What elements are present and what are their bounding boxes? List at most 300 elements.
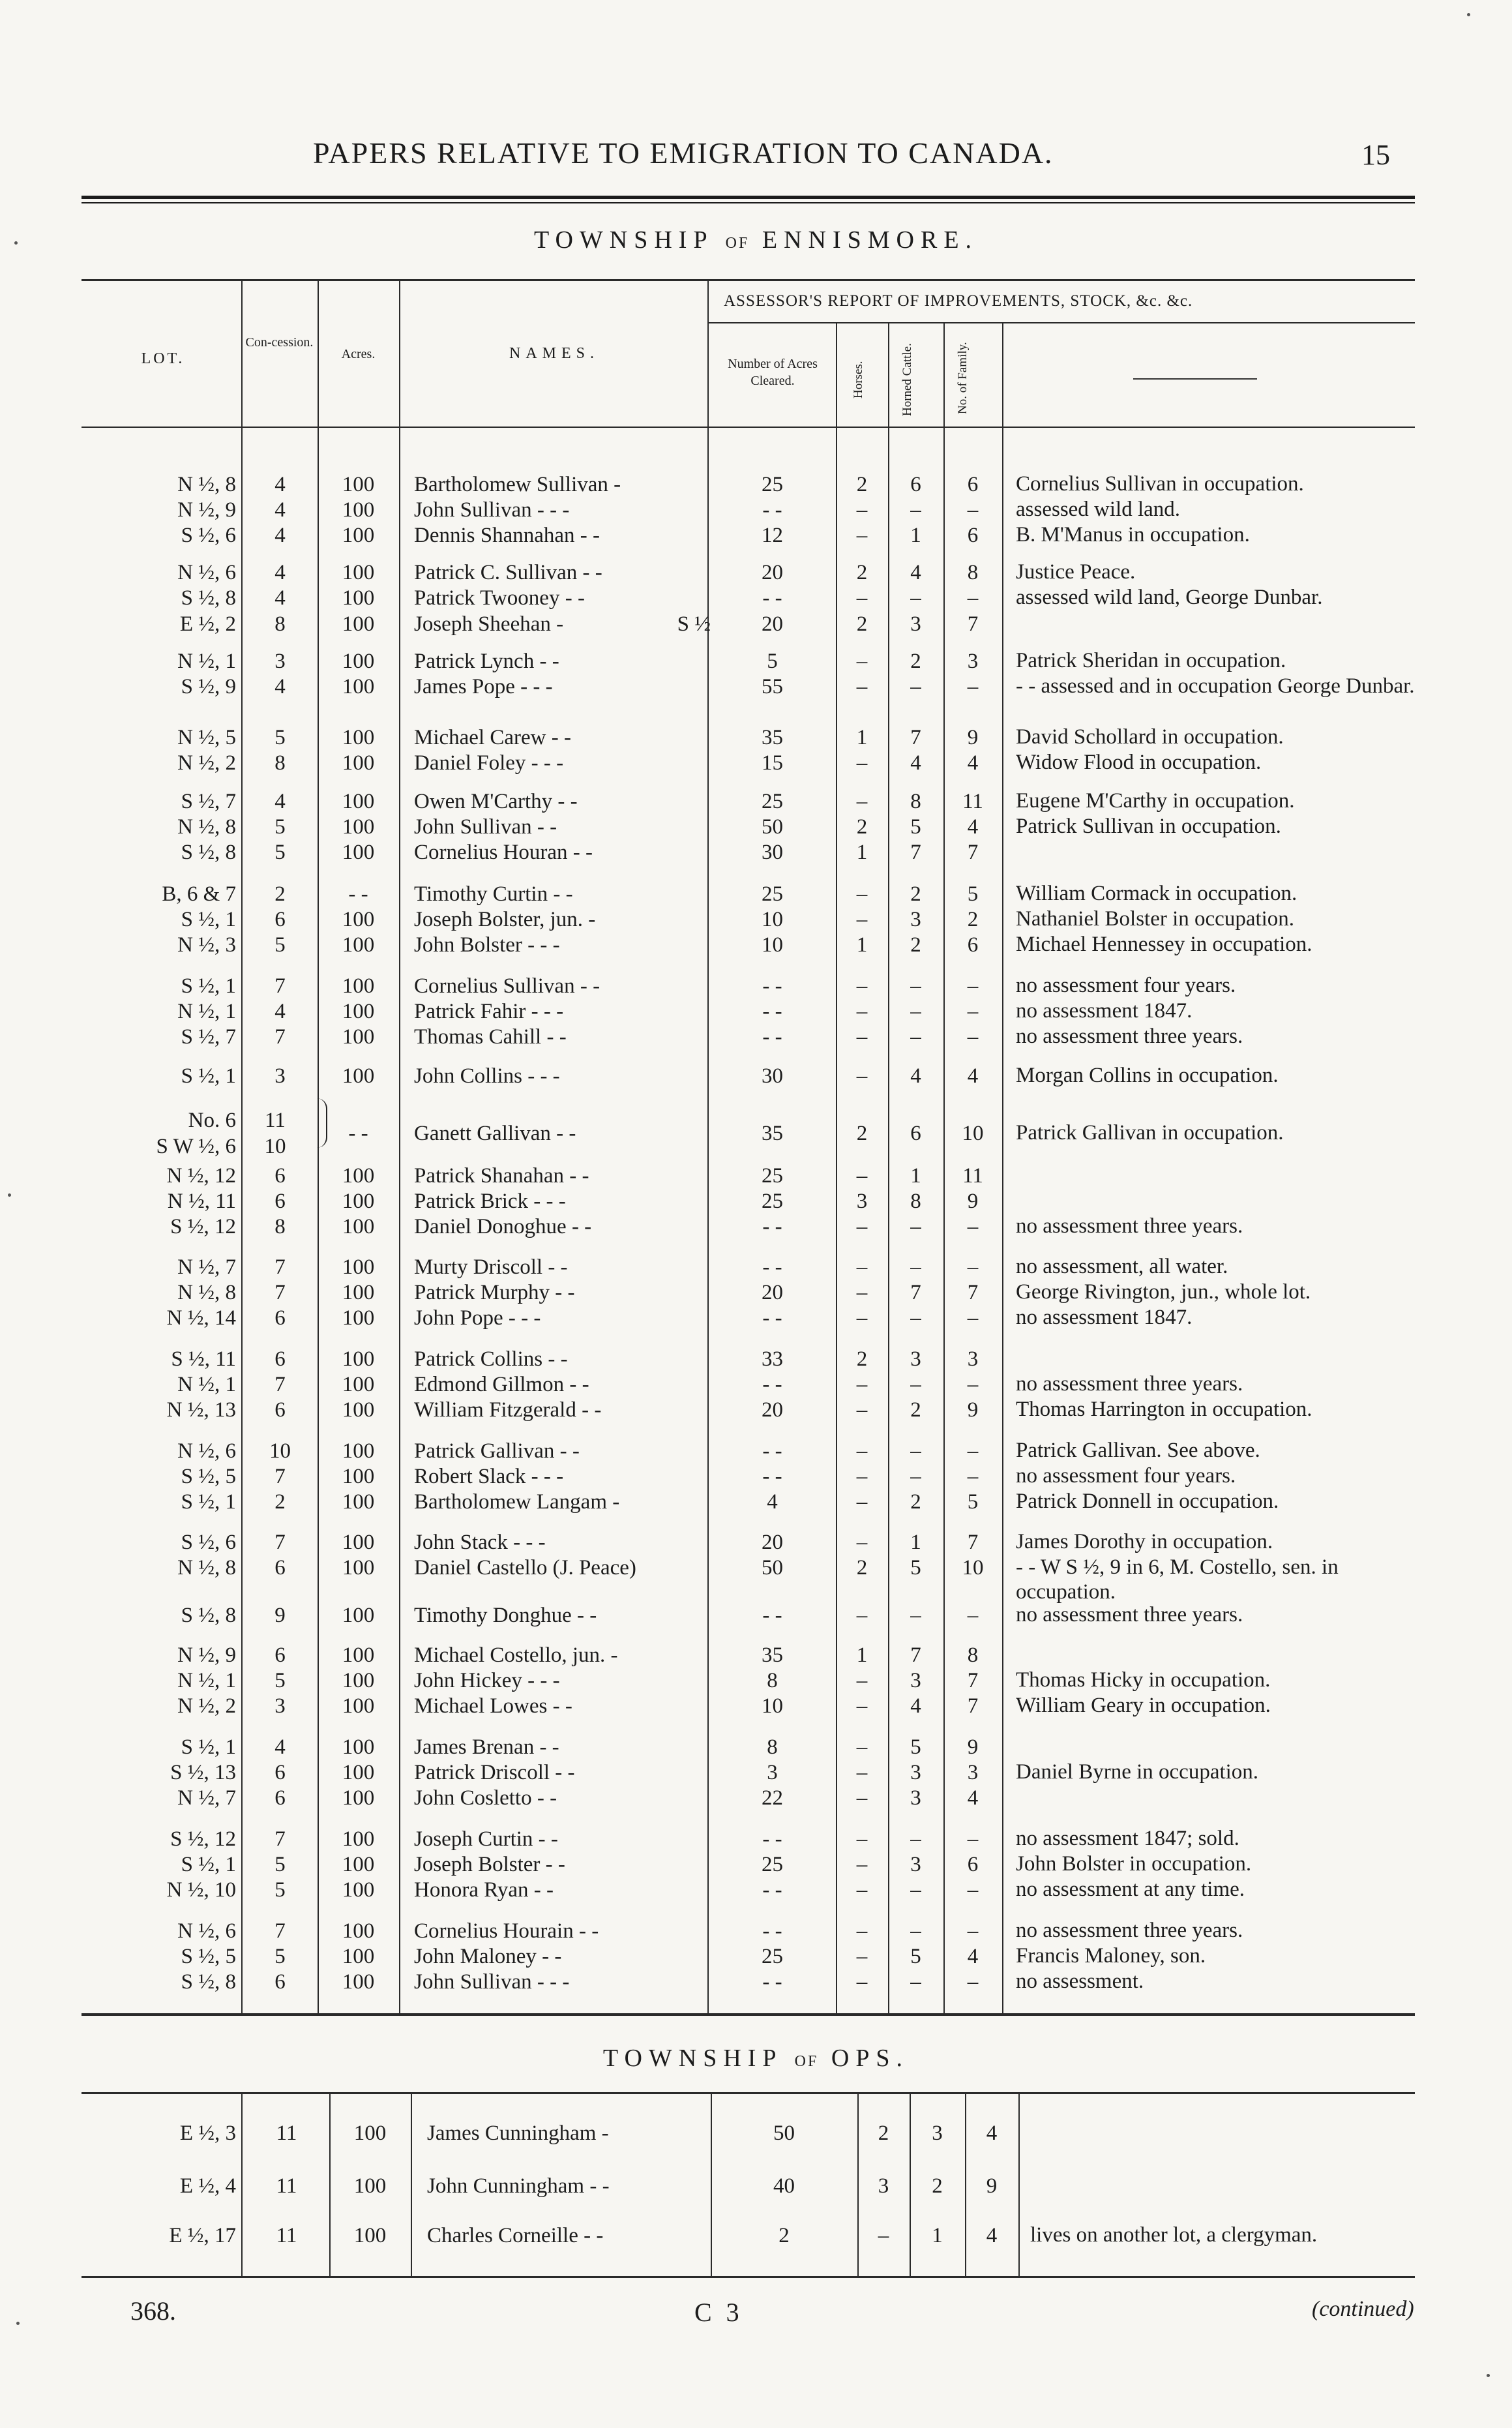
concession-cell: 7 [274, 1827, 286, 1851]
table-row [0, 1668, 1512, 1694]
table-row [0, 1529, 1512, 1555]
remark-cell: David Schollard in occupation. [1016, 725, 1284, 749]
concession-cell: 4 [274, 524, 286, 547]
col-header-horned-cattle: Horned Cattle. [900, 343, 914, 417]
name-cell: Joseph Curtin - - [414, 1827, 558, 1851]
remark-cell: Daniel Byrne in occupation. [1016, 1760, 1259, 1784]
name-cell: Honora Ryan - - [414, 1878, 554, 1902]
concession-cell: 6 [274, 1643, 286, 1667]
name-cell: Patrick Shanahan - - [414, 1164, 589, 1188]
horned-cattle-cell: – [910, 1255, 921, 1279]
acres-cell: 100 [342, 1064, 375, 1088]
acres-cleared-cell: - - [762, 1439, 782, 1463]
lot-cell: S ½, 12 [170, 1215, 236, 1238]
lot-cell: E ½, 3 [179, 2121, 236, 2145]
lot-cell: N ½, 12 [166, 1164, 236, 1188]
horned-cattle-cell: 5 [910, 1735, 921, 1759]
family-cell: 9 [967, 726, 979, 749]
horned-cattle-cell: 3 [910, 1669, 921, 1692]
family-cell: – [967, 1604, 979, 1627]
acres-cleared-cell: 25 [762, 1164, 783, 1188]
acres-cell: 100 [342, 473, 375, 496]
lot-cell: N ½, 2 [177, 1694, 236, 1718]
acres-cleared-cell: 50 [762, 1556, 783, 1580]
horned-cattle-cell: 2 [910, 882, 921, 906]
acres-cell: 100 [342, 1735, 375, 1759]
lot-cell: N ½, 8 [177, 1556, 236, 1580]
horses-cell: – [856, 524, 868, 547]
name-cell: John Sullivan - - - [414, 1970, 570, 1994]
name-cell: Robert Slack - - - [414, 1465, 564, 1488]
concession-cell: 7 [274, 1255, 286, 1279]
family-cell: – [967, 1000, 979, 1023]
acres-cleared-cell: 8 [767, 1669, 778, 1692]
section-title-ops [0, 2044, 1512, 2073]
lot-cell: B, 6 & 7 [162, 882, 236, 906]
horses-cell: – [856, 882, 868, 906]
horses-cell: – [856, 1945, 868, 1968]
lot-cell: S ½, 1 [181, 1490, 236, 1514]
concession-cell: 6 [274, 1347, 286, 1371]
horses-cell: 2 [878, 2121, 889, 2145]
family-cell: 7 [967, 1694, 979, 1718]
table-row [0, 1188, 1512, 1214]
table-row [0, 839, 1512, 865]
name-cell: Patrick Gallivan - - [414, 1439, 580, 1463]
acres-cell: - - [348, 1122, 368, 1145]
horses-cell: – [856, 1398, 868, 1422]
horses-cell: – [856, 1255, 868, 1279]
acres-cell: 100 [342, 908, 375, 931]
name-cell: James Brenan - - [414, 1735, 559, 1759]
acres-cleared-cell: 4 [767, 1490, 778, 1514]
acres-cell: 100 [342, 586, 375, 610]
acres-cleared-cell: 12 [762, 524, 783, 547]
concession-cell: 9 [274, 1604, 286, 1627]
col-header-concession: Con-cession. [245, 335, 314, 350]
acres-cleared-cell: 25 [762, 1853, 783, 1876]
family-cell: 6 [967, 524, 979, 547]
table-row [0, 1397, 1512, 1423]
remark-cell: James Dorothy in occupation. [1016, 1530, 1273, 1553]
acres-cell: 100 [342, 1970, 375, 1994]
name-cell: Michael Costello, jun. - [414, 1643, 618, 1667]
speck [14, 241, 18, 245]
horses-cell: – [856, 751, 868, 775]
family-cell: – [967, 1025, 979, 1049]
acres-cell: 100 [342, 1215, 375, 1238]
horses-cell: – [856, 1373, 868, 1396]
remark-cell: Justice Peace. [1016, 560, 1136, 584]
family-cell: 4 [967, 751, 979, 775]
remark-cell: no assessment, all water. [1016, 1255, 1228, 1278]
horned-cattle-cell: – [910, 1215, 921, 1238]
family-cell: – [967, 974, 979, 998]
horses-cell: 2 [856, 561, 868, 584]
concession-cell: 7 [274, 1919, 286, 1943]
lot-cell: S ½, 8 [181, 586, 236, 610]
remark-cell: William Geary in occupation. [1016, 1694, 1271, 1717]
remark-cell: Cornelius Sullivan in occupation. [1016, 472, 1304, 496]
lot-cell: N ½, 7 [177, 1255, 236, 1279]
name-cell: Bartholomew Langam - [414, 1490, 620, 1514]
family-cell: – [967, 1306, 979, 1330]
horses-cell: – [856, 1531, 868, 1554]
acres-cleared-cell: 25 [762, 1945, 783, 1968]
concession-cell: 4 [274, 473, 286, 496]
horned-cattle-cell: – [910, 1439, 921, 1463]
acres-cell: 100 [353, 2174, 387, 2198]
table-row [0, 1163, 1512, 1189]
name-cell: Joseph Sheehan - [414, 612, 564, 636]
concession-cell: 4 [274, 561, 286, 584]
family-cell: – [967, 1919, 979, 1943]
table-row [0, 1438, 1512, 1464]
horned-cattle-cell: 8 [910, 790, 921, 813]
horned-cattle-cell: – [910, 1827, 921, 1851]
concession-cell: 11 [276, 2224, 297, 2247]
name-cell: Patrick Collins - - [414, 1347, 568, 1371]
lot-cell: N ½, 9 [177, 1643, 236, 1667]
acres-cleared-cell: - - [762, 974, 782, 998]
acres-cleared-cell: 35 [762, 726, 783, 749]
lot-cell: S ½, 8 [181, 841, 236, 864]
acres-cleared-cell: 20 [762, 1281, 783, 1304]
horned-cattle-cell: 6 [910, 473, 921, 496]
assessor-group-rule [707, 322, 1415, 323]
section-title-place: OPS. [831, 2045, 910, 2072]
concession-cell: 7 [274, 1465, 286, 1488]
horses-cell: – [856, 1215, 868, 1238]
horned-cattle-cell: 4 [910, 561, 921, 584]
family-cell: 11 [962, 1164, 983, 1188]
name-cell: Bartholomew Sullivan - [414, 473, 621, 496]
concession-cell: 2 [274, 882, 286, 906]
concession-cell: 11 [276, 2121, 297, 2145]
speck [1467, 13, 1470, 16]
horned-cattle-cell: 1 [910, 1531, 921, 1554]
remark-cell: Patrick Donnell in occupation. [1016, 1490, 1279, 1513]
table-row [0, 1214, 1512, 1240]
remark-cell: William Cormack in occupation. [1016, 882, 1297, 905]
horses-cell: 1 [856, 841, 868, 864]
concession-cell: 5 [274, 815, 286, 839]
name-cell: John Sullivan - - [414, 815, 557, 839]
horned-cattle-cell: 2 [910, 650, 921, 673]
name-cell: John Bolster - - - [414, 933, 560, 957]
acres-cell: 100 [342, 498, 375, 522]
table-row [0, 1024, 1512, 1050]
horned-cattle-cell: – [910, 1604, 921, 1627]
acres-cell: 100 [342, 1556, 375, 1580]
col-header-horses: Horses. [852, 361, 865, 399]
concession-cell: 6 [274, 1970, 286, 1994]
name-cell: Patrick Fahir - - - [414, 1000, 564, 1023]
concession-cell: 3 [274, 1064, 286, 1088]
footer-continued: (continued) [1312, 2297, 1414, 2321]
table-row [0, 497, 1512, 523]
concession-cell: 10 [269, 1439, 291, 1463]
remark-cell: Nathaniel Bolster in occupation. [1016, 907, 1295, 931]
lot-cell: S ½, 6 [181, 524, 236, 547]
horned-cattle-cell: 2 [910, 1490, 921, 1514]
horned-cattle-cell: – [910, 974, 921, 998]
horses-cell: 2 [856, 1347, 868, 1371]
horned-cattle-cell: 3 [910, 1761, 921, 1784]
acres-cell: 100 [342, 1853, 375, 1876]
horned-cattle-cell: – [910, 1000, 921, 1023]
concession-cell: 6 [274, 1306, 286, 1330]
col-header-family: No. of Family. [956, 342, 970, 415]
section-title-ennismore [0, 226, 1512, 254]
lot-cell: N ½, 2 [177, 751, 236, 775]
remark-cell: no assessment four years. [1016, 974, 1236, 997]
horned-cattle-cell: 6 [910, 1122, 921, 1145]
family-cell: 7 [967, 1531, 979, 1554]
horned-cattle-cell: 8 [910, 1190, 921, 1213]
horned-cattle-cell: 3 [932, 2121, 943, 2145]
name-cell: Daniel Foley - - - [414, 751, 564, 775]
horses-cell: 2 [856, 612, 868, 636]
concession-cell: 4 [274, 1735, 286, 1759]
lot-cell: N ½, 8 [177, 1281, 236, 1304]
acres-cell: 100 [342, 1643, 375, 1667]
acres-cell: 100 [342, 1669, 375, 1692]
acres-cleared-cell: - - [762, 498, 782, 522]
name-cell: Charles Corneille - - [427, 2224, 604, 2247]
horses-cell: – [856, 675, 868, 698]
concession-cell: 7 [274, 1531, 286, 1554]
horses-cell: – [856, 1439, 868, 1463]
col-header-acres: Acres. [341, 347, 376, 361]
horses-cell: – [856, 1970, 868, 1994]
horses-cell: – [856, 1735, 868, 1759]
family-cell: – [967, 498, 979, 522]
acres-cleared-cell: 10 [762, 1694, 783, 1718]
name-suffix-cell: S ½ [677, 612, 711, 636]
table-row [0, 611, 1512, 637]
name-cell: John Stack - - - [414, 1531, 546, 1554]
acres-cleared-cell: - - [762, 1215, 782, 1238]
lot-cell: N ½, 13 [166, 1398, 236, 1422]
table-row [0, 1602, 1512, 1628]
family-cell: – [967, 1878, 979, 1902]
lot-cell: N ½, 5 [177, 726, 236, 749]
horned-cattle-cell: – [910, 1373, 921, 1396]
horses-cell: – [856, 1786, 868, 1810]
table-row [0, 814, 1512, 840]
remark-cell: John Bolster in occupation. [1016, 1852, 1252, 1876]
lot-cell: N ½, 3 [177, 933, 236, 957]
acres-cell: 100 [342, 1465, 375, 1488]
horses-cell: – [856, 1827, 868, 1851]
acres-cleared-cell: 35 [762, 1643, 783, 1667]
horses-cell: – [856, 1669, 868, 1692]
table-row [0, 1305, 1512, 1331]
acres-cleared-cell: 33 [762, 1347, 783, 1371]
table-row [0, 472, 1512, 498]
horses-cell: – [856, 1164, 868, 1188]
table-row [0, 881, 1512, 907]
concession-cell-second: 10 [264, 1135, 286, 1158]
table-row [0, 1107, 1512, 1158]
name-cell: John Maloney - - [414, 1945, 562, 1968]
remark-cell: B. M'Manus in occupation. [1016, 523, 1250, 547]
acres-cell: 100 [342, 1164, 375, 1188]
name-cell: William Fitzgerald - - [414, 1398, 602, 1422]
table-row [0, 750, 1512, 776]
family-cell: 8 [967, 1643, 979, 1667]
acres-cell: 100 [342, 1604, 375, 1627]
family-cell: 6 [967, 933, 979, 957]
table-row [0, 1943, 1512, 1970]
acres-cell: 100 [342, 1786, 375, 1810]
acres-cleared-cell: 25 [762, 473, 783, 496]
horses-cell: – [856, 1306, 868, 1330]
lot-cell: N ½, 8 [177, 815, 236, 839]
name-cell: Patrick Murphy - - [414, 1281, 575, 1304]
horned-cattle-cell: 3 [910, 1853, 921, 1876]
table-row [0, 788, 1512, 815]
remark-cell: no assessment 1847; sold. [1016, 1827, 1239, 1850]
top-rule-thin [82, 202, 1415, 203]
family-cell: – [967, 1970, 979, 1994]
horned-cattle-cell: 1 [932, 2224, 943, 2247]
acres-cell: 100 [342, 1255, 375, 1279]
horned-cattle-cell: 3 [910, 612, 921, 636]
acres-cleared-cell: - - [762, 1878, 782, 1902]
page-number: 15 [1361, 139, 1390, 171]
horses-cell: – [856, 1000, 868, 1023]
concession-cell: 4 [274, 675, 286, 698]
remark-cell: Eugene M'Carthy in occupation. [1016, 789, 1295, 813]
horses-cell: – [856, 908, 868, 931]
remark-cell: Patrick Sullivan in occupation. [1016, 815, 1281, 838]
horses-cell: 3 [856, 1190, 868, 1213]
horned-cattle-cell: 1 [910, 524, 921, 547]
concession-cell: 11 [265, 1109, 286, 1132]
horned-cattle-cell: – [910, 675, 921, 698]
remark-cell: no assessment at any time. [1016, 1878, 1245, 1901]
table-row [0, 932, 1512, 958]
name-cell: Joseph Bolster - - [414, 1853, 565, 1876]
horned-cattle-cell: – [910, 1465, 921, 1488]
table-row [0, 674, 1512, 700]
concession-cell: 11 [276, 2174, 297, 2198]
name-cell: James Cunningham - [427, 2121, 609, 2145]
speck [8, 1193, 11, 1197]
remark-cell: no assessment three years. [1016, 1025, 1243, 1048]
acres-cleared-cell: - - [762, 1255, 782, 1279]
name-cell: Patrick Brick - - - [414, 1190, 566, 1213]
name-cell: Patrick C. Sullivan - - [414, 561, 602, 584]
family-cell: 5 [967, 1490, 979, 1514]
acres-cell: 100 [342, 1439, 375, 1463]
lot-cell: No. 6 [188, 1109, 236, 1132]
acres-cell: 100 [342, 1373, 375, 1396]
name-cell: John Pope - - - [414, 1306, 541, 1330]
acres-cleared-cell: 5 [767, 650, 778, 673]
horned-cattle-cell: 4 [910, 1694, 921, 1718]
lot-cell: N ½, 6 [177, 1439, 236, 1463]
family-cell: – [967, 1827, 979, 1851]
horses-cell: 3 [878, 2174, 889, 2198]
lot-cell: S ½, 1 [181, 1735, 236, 1759]
concession-cell: 6 [274, 1190, 286, 1213]
remark-cell: Thomas Hicky in occupation. [1016, 1668, 1271, 1692]
acres-cleared-cell: 30 [762, 1064, 783, 1088]
family-cell: 8 [967, 561, 979, 584]
horses-cell: – [856, 586, 868, 610]
horses-cell: 1 [856, 1643, 868, 1667]
table-row [0, 1642, 1512, 1668]
name-cell: Joseph Bolster, jun. - [414, 908, 596, 931]
remark-cell: no assessment three years. [1016, 1603, 1243, 1626]
family-cell: – [967, 1255, 979, 1279]
horned-cattle-cell: – [910, 1025, 921, 1049]
acres-cleared-cell: 20 [762, 1531, 783, 1554]
speck [1487, 2374, 1490, 2377]
horses-cell: 2 [856, 1556, 868, 1580]
remark-cell: Widow Flood in occupation. [1016, 751, 1262, 774]
lot-cell: N ½, 1 [177, 1669, 236, 1692]
lot-cell: N ½, 6 [177, 561, 236, 584]
concession-cell: 8 [274, 751, 286, 775]
lot-cell: S ½, 1 [181, 1064, 236, 1088]
acres-cell: 100 [342, 1398, 375, 1422]
table-row [0, 2173, 1512, 2199]
table-row [0, 1254, 1512, 1280]
family-cell: 9 [967, 1398, 979, 1422]
remark-cell: no assessment 1847. [1016, 1306, 1193, 1329]
acres-cleared-cell: - - [762, 1827, 782, 1851]
lot-cell: S ½, 1 [181, 974, 236, 998]
col-header-names: NAMES. [509, 345, 599, 362]
horned-cattle-cell: 2 [910, 1398, 921, 1422]
table-row [0, 907, 1512, 933]
footer-signature: 368. [130, 2296, 176, 2326]
section-title-word: TOWNSHIP [533, 226, 713, 254]
acres-cell: 100 [342, 751, 375, 775]
table-row [0, 1489, 1512, 1515]
family-cell: 4 [986, 2121, 998, 2145]
acres-cell: 100 [342, 1694, 375, 1718]
table-row [0, 1734, 1512, 1760]
table-row [0, 1280, 1512, 1306]
horned-cattle-cell: 3 [910, 1786, 921, 1810]
remark-cell: no assessment 1847. [1016, 999, 1193, 1023]
horses-cell: – [856, 1281, 868, 1304]
family-cell: 6 [967, 1853, 979, 1876]
horned-cattle-cell: 5 [910, 815, 921, 839]
acres-cleared-cell: 15 [762, 751, 783, 775]
family-cell: 7 [967, 841, 979, 864]
lot-cell: S ½, 8 [181, 1970, 236, 1994]
horned-cattle-cell: 7 [910, 1281, 921, 1304]
family-cell: 10 [962, 1122, 984, 1145]
remark-cell: Michael Hennessey in occupation. [1016, 933, 1312, 956]
horses-cell: – [856, 1025, 868, 1049]
concession-cell: 5 [274, 933, 286, 957]
horned-cattle-cell: 1 [910, 1164, 921, 1188]
family-cell: 4 [967, 1064, 979, 1088]
acres-cleared-cell: - - [762, 1373, 782, 1396]
section-title-word: TOWNSHIP [602, 2045, 782, 2072]
remark-cell: lives on another lot, a clergyman. [1030, 2223, 1318, 2247]
ops-bottom-rule [82, 2276, 1415, 2278]
name-cell: Owen M'Carthy - - [414, 790, 578, 813]
horned-cattle-cell: 4 [910, 751, 921, 775]
